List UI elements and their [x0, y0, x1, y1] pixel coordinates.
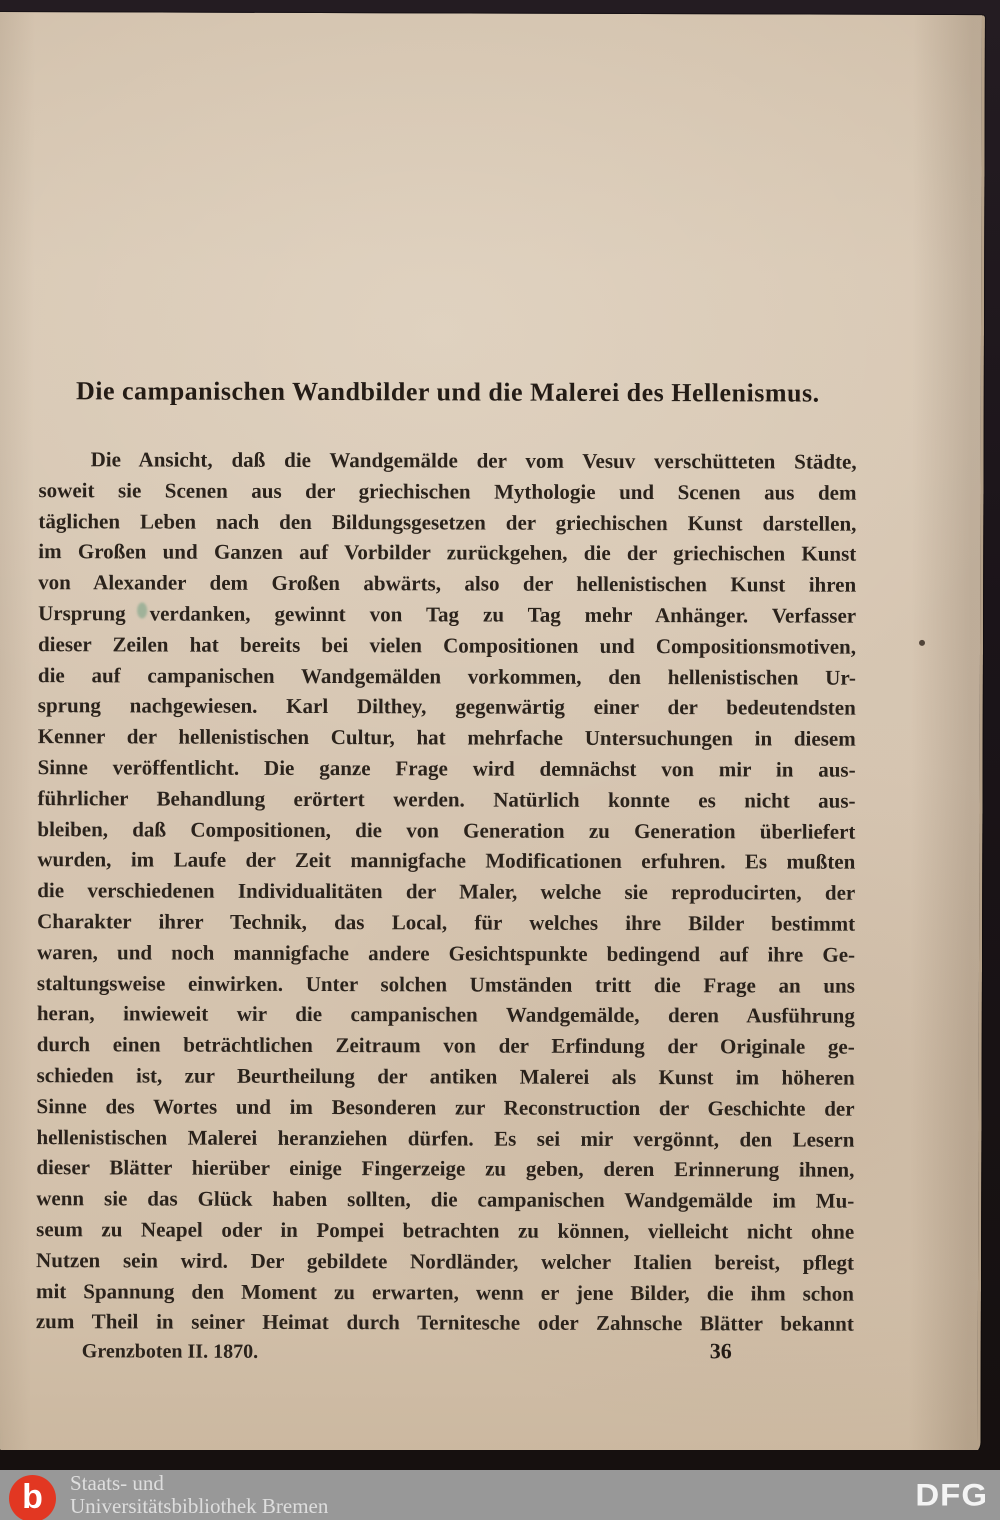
- text-line: dieser Blätter hierüber einige Fingerzeige zu geben, deren Erinnerung ihnen,: [36, 1155, 855, 1183]
- text-line: waren, und noch mannigfache andere Gesichtspunkte bedingend auf ihre Ge-: [37, 939, 856, 967]
- text-line: dieser Zeilen hat bereits bei vielen Compositionen und Compositionsmotiven,: [37, 631, 857, 659]
- library-name: [70, 1472, 328, 1518]
- bremen-library-logo-icon: [9, 1475, 56, 1520]
- text-line: heran, inwieweit wir die campanischen Wandgemälde, deren Ausführung: [36, 1001, 855, 1029]
- page-title: Die campanischen Wandbilder und die Malerei des Hellenismus.: [75, 376, 820, 408]
- ink-speck: [919, 640, 925, 646]
- text-line: die verschiedenen Individualitäten der Maler, welche sie reproducirten, der: [37, 878, 856, 905]
- text-line: wurden, im Laufe der Zeit mannigfache Modificationen erfuhren. Es mußten: [37, 847, 856, 875]
- text-line: führlicher Behandlung erörtert werden. Natürlich konnte es nicht aus-: [37, 785, 856, 813]
- library-name-line2: Universitätsbibliothek Bremen: [70, 1494, 329, 1518]
- text-line: staltungsweise einwirken. Unter solchen Umständen tritt die Frage an uns: [36, 970, 855, 998]
- text-line: zum Theil in seiner Heimat durch Ternitesche oder Zahnsche Blätter bekannt: [35, 1309, 854, 1337]
- text-line: die auf campanischen Wandgemälden vorkommen, den hellenistischen Ur-: [37, 662, 856, 690]
- text-line: täglichen Leben nach den Bildungsgesetzen der griechischen Kunst darstellen,: [38, 508, 857, 536]
- text-line: Nutzen sein wird. Der gebildete Nordländer, welcher Italien bereist, pflegt: [36, 1247, 855, 1275]
- text-line: hellenistischen Malerei heranziehen dürfen. Es sei mir vergönnt, den Lesern: [36, 1124, 855, 1152]
- text-line: bleiben, daß Compositionen, die von Generation zu Generation überliefert: [37, 816, 856, 844]
- library-name-line1: Staats- und: [70, 1471, 164, 1495]
- text-line: seum zu Neapel oder in Pompei betrachten zu können, vielleicht nicht ohne: [36, 1217, 855, 1244]
- text-line: sprung nachgewiesen. Karl Dilthey, gegenwärtig einer der bedeutendsten: [37, 693, 856, 721]
- library-watermark-bar: [0, 1470, 1000, 1520]
- text-line: mit Spannung den Moment zu erwarten, wenn er jene Bilder, die ihm schon: [35, 1278, 855, 1306]
- page-number: 36: [709, 1338, 732, 1364]
- text-line: Sinne veröffentlicht. Die ganze Frage wird demnächst von mir in aus-: [37, 755, 856, 782]
- text-line: Ursprung verdanken, gewinnt von Tag zu Tag mehr Anhänger. Verfasser: [38, 601, 857, 628]
- logo-letter: b: [22, 1477, 43, 1516]
- text-line: Charakter ihrer Technik, das Local, für welches ihre Bilder bestimmt: [37, 909, 856, 936]
- text-line: im Großen und Ganzen auf Vorbilder zurückgehen, die der griechischen Kunst: [38, 539, 857, 567]
- text-line: von Alexander dem Großen abwärts, also der hellenistischen Kunst ihren: [38, 570, 857, 597]
- scanned-page: [0, 12, 985, 1456]
- text-line: schieden ist, zur Beurtheilung der antiken Malerei als Kunst im höheren: [36, 1063, 855, 1090]
- dfg-logo-icon: DFG: [915, 1476, 988, 1513]
- text-line: durch einen beträchtlichen Zeitraum von der Erfindung der Originale ge-: [36, 1032, 855, 1059]
- text-line: Sinne des Wortes und im Besonderen zur Reconstruction der Geschichte der: [36, 1093, 855, 1121]
- green-smudge: [137, 602, 147, 618]
- text-line: soweit sie Scenen aus der griechischen Mythologie und Scenen aus dem: [38, 477, 857, 505]
- journal-imprint: Grenzboten II. 1870.: [81, 1340, 259, 1363]
- text-line: Die Ansicht, daß die Wandgemälde der vom Vesuv verschütteten Städte,: [90, 447, 857, 474]
- text-line: wenn sie das Glück haben sollten, die campanischen Wandgemälde im Mu-: [36, 1186, 855, 1213]
- text-line: Kenner der hellenistischen Cultur, hat mehrfache Untersuchungen in diesem: [37, 724, 856, 751]
- scan-edge-strip: [0, 1450, 1000, 1472]
- body-text: [36, 444, 857, 1340]
